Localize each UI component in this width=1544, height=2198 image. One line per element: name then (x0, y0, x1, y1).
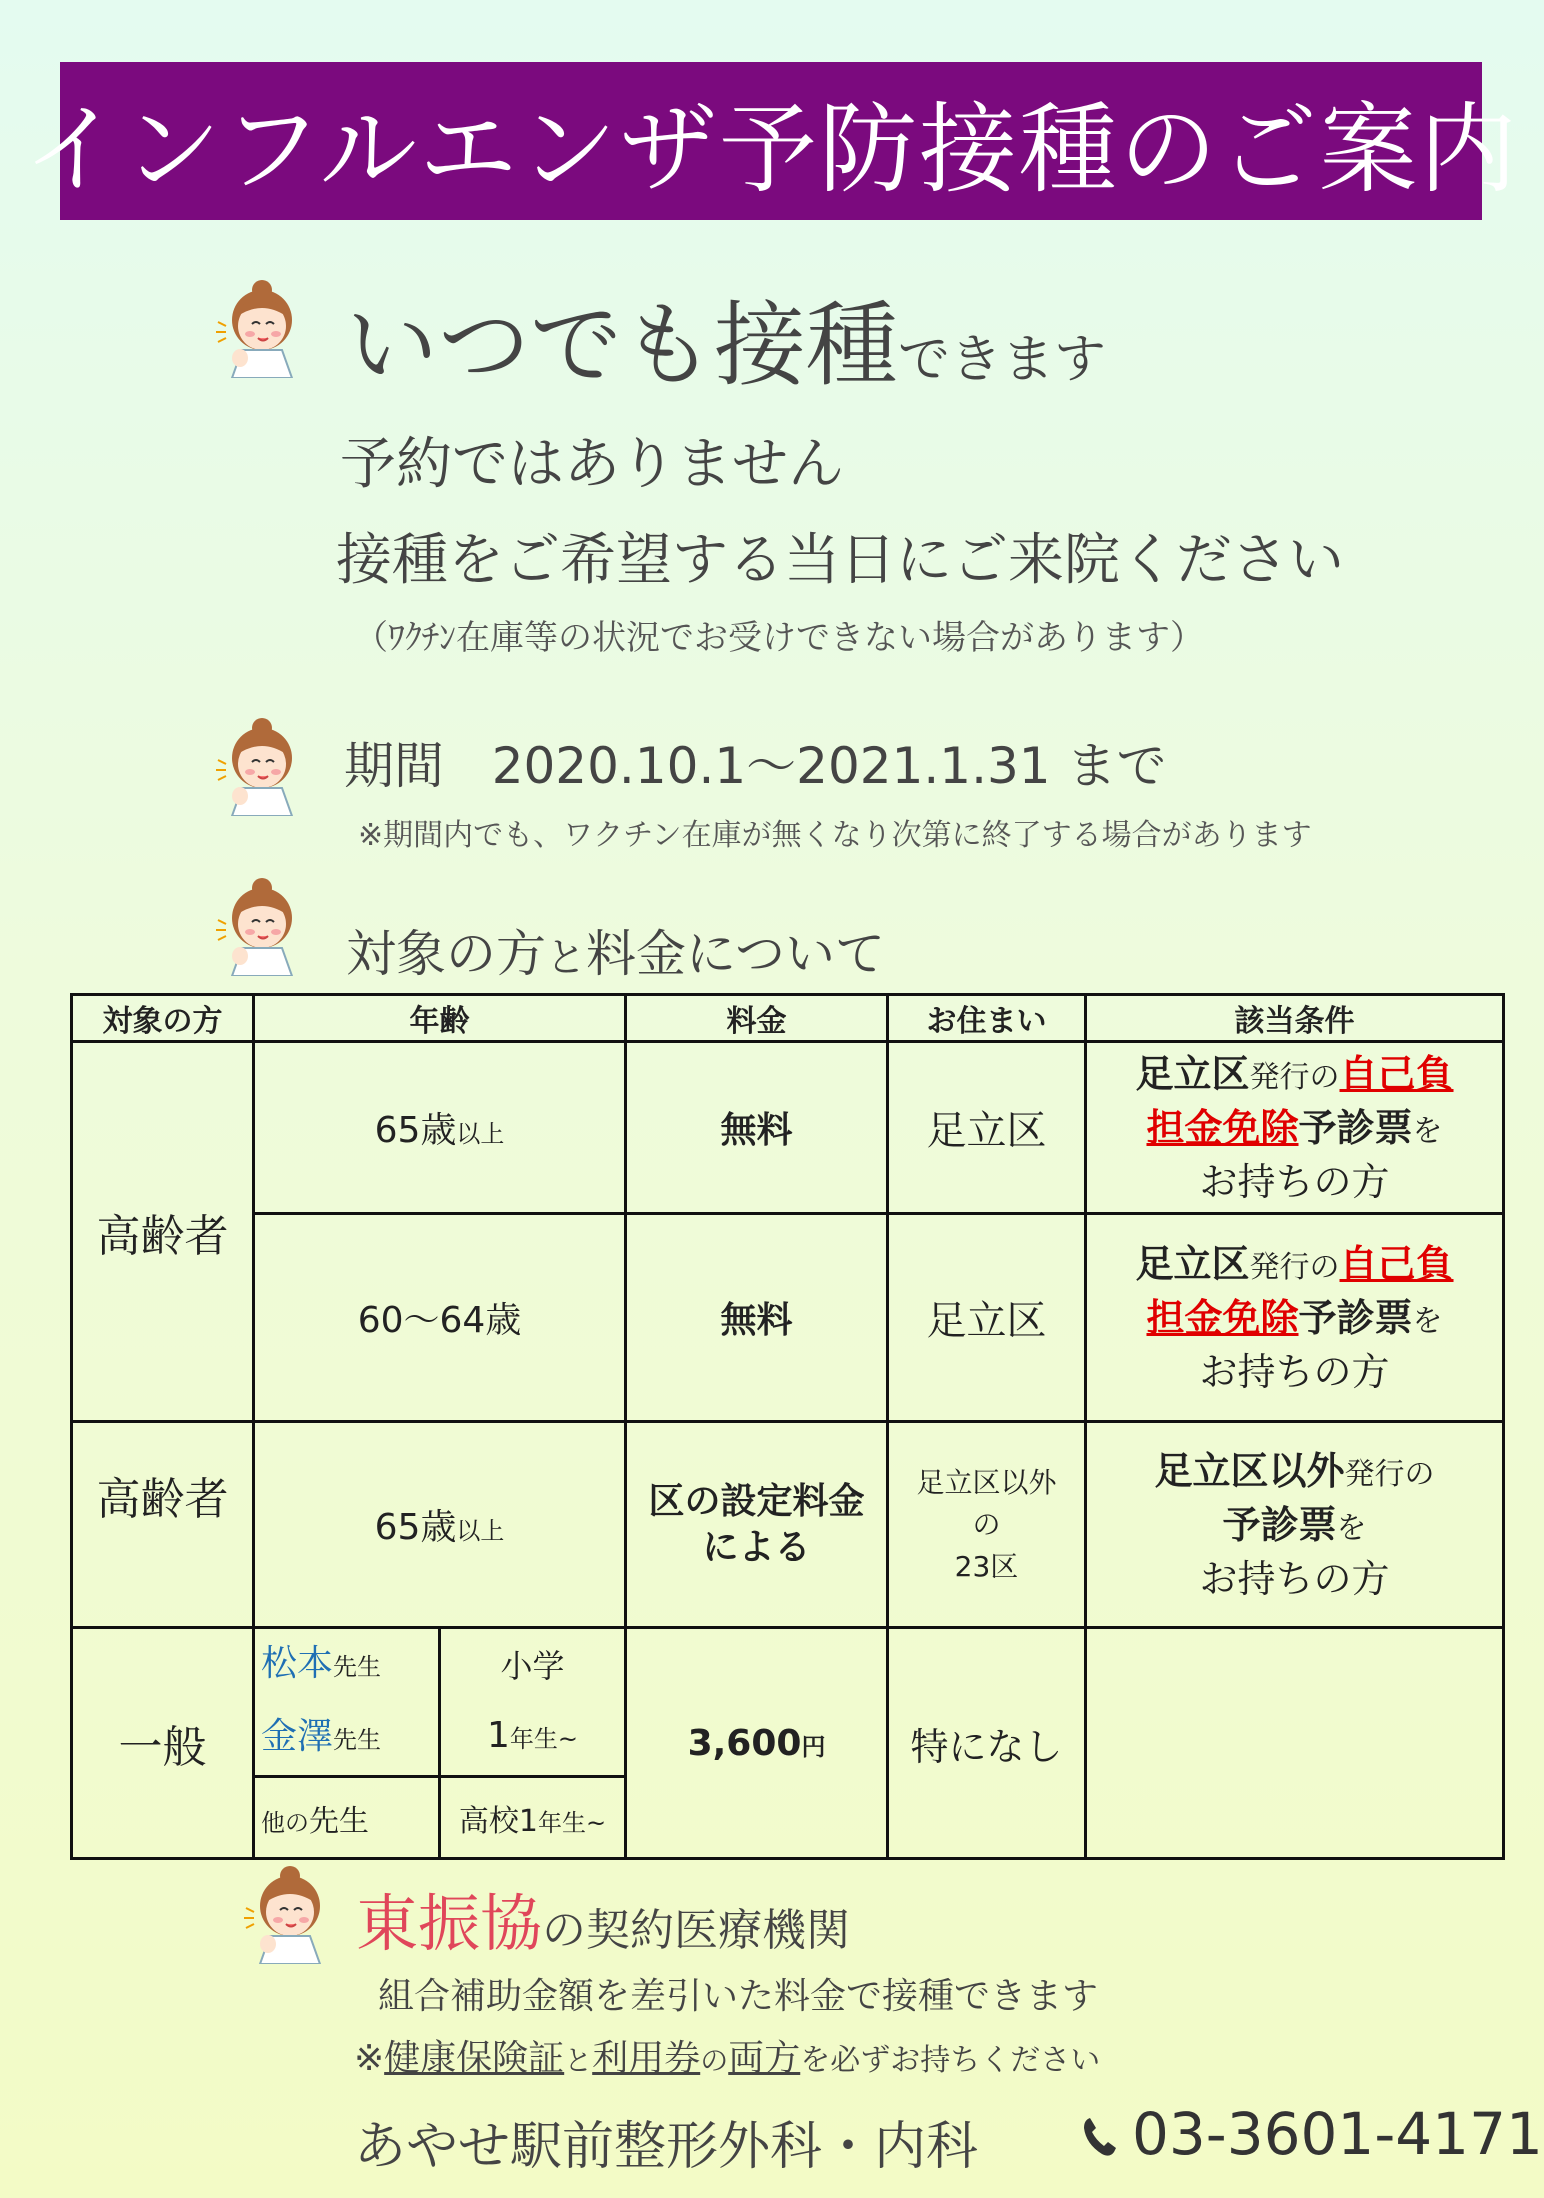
condition-cell (1086, 1042, 1504, 1214)
fee-cell (626, 1422, 888, 1628)
fee-line1: 区の設定料金 (648, 1480, 865, 1522)
nurse-icon (212, 876, 304, 976)
res-line1: 足立区以外 (916, 1465, 1057, 1499)
note-rest: を必ずお持ちください (800, 2043, 1101, 2078)
headline-big: いつでも接種 (346, 292, 899, 399)
nurse-icon (212, 278, 304, 378)
fee-heading-c: 料金について (586, 925, 885, 983)
table-header-row (72, 995, 1504, 1042)
senior-label: 高齢者 (72, 1042, 254, 1422)
cond-issued: 発行の (1344, 1456, 1435, 1492)
condition-cell (1086, 1628, 1504, 1859)
cond-particle: を (1336, 1510, 1367, 1546)
res-line2: の (972, 1507, 1001, 1541)
headline (346, 272, 1106, 404)
residence-cell: 足立区 (888, 1214, 1086, 1422)
cond-form: 予診票 (1222, 1502, 1337, 1547)
res-line3: 23区 (954, 1549, 1019, 1583)
table-row (72, 1628, 1504, 1777)
subsidy-text: 組合補助金額を差引いた料金で接種できます (378, 1976, 1099, 2017)
other-doctor-cell (254, 1777, 440, 1859)
grade-suffix: 年生~ (537, 1808, 607, 1837)
note-of: の (700, 2044, 729, 2077)
fee-heading (346, 914, 885, 986)
period-label: 期間 (344, 737, 444, 795)
stock-note: （ﾜｸﾁﾝ在庫等の状況でお受けできない場合があります） (354, 618, 1204, 658)
grade-number: 1 (486, 1714, 510, 1756)
fee-value: 3,600 (687, 1722, 802, 1764)
period-note: ※期間内でも、ワクチン在庫が無くなり次第に終了する場合があります (358, 818, 1312, 853)
age-suffix: 以上 (456, 1120, 505, 1148)
fee-heading-b: と (546, 935, 586, 981)
age-value: 65歳 (374, 1110, 457, 1151)
note-insurance-card: 健康保険証 (384, 2038, 565, 2079)
grade-cell (440, 1628, 626, 1777)
note-ticket: 利用券 (592, 2038, 701, 2079)
org-heading (356, 1874, 850, 1963)
grade-high: 高校1 (458, 1803, 538, 1839)
age-cell: 60～64歳 (254, 1214, 626, 1422)
other-doctor-label: 先生 (309, 1803, 369, 1839)
period-suffix: まで (1066, 737, 1167, 795)
cond-holder: お持ちの方 (1199, 1349, 1390, 1394)
phone-icon (1080, 2114, 1120, 2160)
table-row (72, 1042, 1504, 1214)
doctor-name: 金澤 (261, 1716, 334, 1757)
cond-ward: 足立区 (1135, 1051, 1250, 1096)
fee-line2: による (702, 1526, 811, 1568)
condition-cell (1086, 1214, 1504, 1422)
fee-cell: 無料 (626, 1214, 888, 1422)
header-target: 対象の方 (72, 995, 254, 1042)
cond-form: 予診票 (1298, 1295, 1413, 1340)
fee-cell: 無料 (626, 1042, 888, 1214)
fee-table (70, 993, 1505, 1860)
age-value: 65歳 (374, 1507, 457, 1548)
header-age: 年齢 (254, 995, 626, 1042)
visit-text: 接種をご希望する当日にご来院ください (336, 528, 1344, 593)
residence-cell: 足立区 (888, 1042, 1086, 1214)
senior-label-2: 高齢者 (72, 1422, 254, 1628)
grade-cell (440, 1777, 626, 1859)
header-condition: 該当条件 (1086, 995, 1504, 1042)
doctor-suffix: 先生 (333, 1653, 382, 1681)
grade-suffix: 年生~ (509, 1724, 578, 1753)
page-title: インフルエンザ予防接種のご案内 (60, 62, 1482, 220)
condition-cell (1086, 1422, 1504, 1628)
bring-note (354, 2030, 1100, 2081)
age-cell (254, 1042, 626, 1214)
fee-heading-a: 対象の方 (346, 925, 546, 983)
period (344, 726, 1167, 798)
org-suffix: の契約医療機関 (542, 1905, 851, 1956)
table-row (72, 1214, 1504, 1422)
cond-form: 予診票 (1298, 1105, 1413, 1150)
cond-issued: 発行の (1249, 1059, 1340, 1095)
header-residence: お住まい (888, 995, 1086, 1042)
doctor-suffix: 先生 (333, 1726, 382, 1754)
general-label: 一般 (72, 1628, 254, 1859)
org-name: 東振協 (356, 1887, 543, 1960)
doctor-cell (254, 1628, 440, 1777)
table-row (72, 1422, 1504, 1628)
note-and: と (564, 2044, 593, 2077)
cond-holder: お持ちの方 (1199, 1159, 1390, 1204)
header-fee: 料金 (626, 995, 888, 1042)
residence-cell (888, 1422, 1086, 1628)
doctor-name: 松本 (261, 1643, 334, 1684)
age-cell (254, 1422, 626, 1628)
no-reservation-text: 予約ではありません (340, 432, 844, 497)
cond-issued: 発行の (1249, 1249, 1340, 1285)
fee-cell (626, 1628, 888, 1859)
note-prefix: ※ (354, 2038, 385, 2079)
phone-number: 03-3601-4171 (1132, 2100, 1543, 2168)
headline-small: できます (898, 330, 1107, 390)
age-suffix: 以上 (456, 1517, 505, 1545)
cond-ward: 足立区 (1135, 1241, 1250, 1286)
other-doctor-prefix: 他の (261, 1808, 309, 1837)
clinic-name: あやせ駅前整形外科・内科 (354, 2117, 979, 2177)
cond-exempt-b: 担金免除 (1146, 1105, 1299, 1150)
cond-holder: お持ちの方 (1199, 1556, 1390, 1601)
cond-particle: を (1412, 1303, 1443, 1339)
note-both: 両方 (728, 2038, 801, 2079)
cond-exempt-b: 担金免除 (1146, 1295, 1299, 1340)
cond-exempt-a: 自己負 (1339, 1051, 1454, 1096)
grade-elementary: 小学 (500, 1646, 565, 1685)
residence-cell: 特になし (888, 1628, 1086, 1859)
cond-exempt-a: 自己負 (1339, 1241, 1454, 1286)
nurse-icon (240, 1864, 332, 1964)
cond-other-ward: 足立区以外 (1154, 1448, 1345, 1493)
nurse-icon (212, 716, 304, 816)
fee-unit: 円 (801, 1732, 826, 1761)
period-range: 2020.10.1～2021.1.31 (491, 737, 1051, 795)
cond-particle: を (1412, 1113, 1443, 1149)
